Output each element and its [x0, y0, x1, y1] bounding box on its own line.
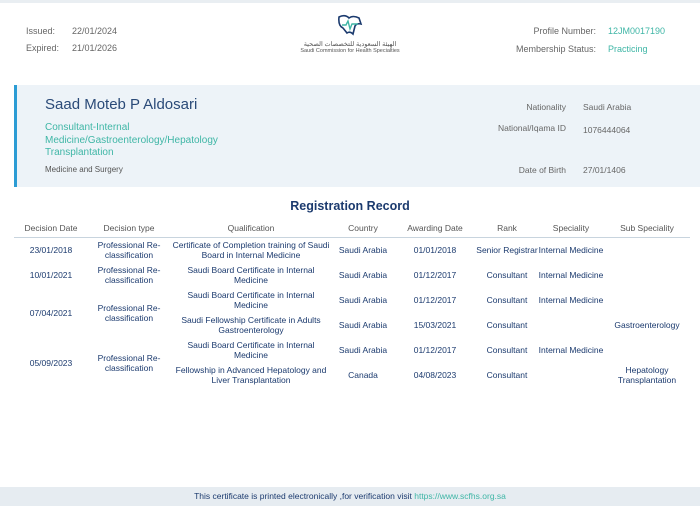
sub-speciality: Gastroenterology — [614, 320, 680, 330]
col-rank: Rank — [476, 219, 538, 238]
qualification: Saudi Board Certificate in Internal Medicine — [187, 265, 315, 285]
awarding-date: 01/12/2017 — [413, 345, 457, 355]
qualification: Saudi Board Certificate in Internal Medicine — [187, 340, 315, 360]
top-bar — [0, 0, 700, 3]
dob-value: 27/01/1406 — [583, 165, 626, 175]
logo-english-text: Saudi Commission for Health Specialties — [300, 48, 400, 54]
speciality — [538, 363, 604, 388]
membership-status-label: Membership Status: — [515, 44, 596, 54]
registration-title: Registration Record — [290, 199, 410, 213]
rank: Consultant — [486, 320, 528, 330]
col-speciality: Speciality — [538, 219, 604, 238]
profile-number-label: Profile Number: — [533, 26, 596, 36]
issued-label: Issued: — [26, 26, 56, 36]
country: Canada — [348, 370, 378, 380]
expired-label: Expired: — [26, 43, 60, 53]
practitioner-department: Medicine and Surgery — [45, 165, 123, 174]
issued-date: 22/01/2024 — [72, 26, 118, 36]
decision-date: 23/01/2018 — [29, 245, 73, 256]
speciality: Internal Medicine — [538, 295, 604, 305]
rank: Consultant — [486, 295, 528, 305]
table-row — [14, 263, 690, 288]
table-row — [14, 238, 690, 263]
membership-status: Practicing — [608, 44, 648, 54]
decision-type: Professional Re-classification — [97, 302, 161, 323]
profile-card — [14, 85, 700, 187]
col-sub-speciality: Sub Speciality — [604, 219, 690, 238]
speciality — [538, 313, 604, 338]
decision-type: Professional Re-classification — [97, 352, 161, 373]
dob-label: Date of Birth — [518, 165, 566, 175]
practitioner-name: Saad Moteb P Aldosari — [45, 96, 198, 113]
sub-speciality — [604, 288, 690, 313]
expired-date: 21/01/2026 — [72, 43, 118, 53]
table-row — [14, 338, 690, 363]
decision-date: 05/09/2023 — [29, 357, 73, 368]
col-qualification: Qualification — [170, 219, 332, 238]
qualification: Fellowship in Advanced Hepatology and Liver Transplantation — [175, 365, 327, 385]
decision-type: Professional Re-classification — [97, 265, 161, 285]
col-decision-type: Decision type — [88, 219, 170, 238]
decision-date: 10/01/2021 — [29, 270, 73, 280]
nationality-value: Saudi Arabia — [583, 102, 632, 112]
decision-type: Professional Re-classification — [97, 240, 161, 261]
id-label: National/Iqama ID — [497, 123, 566, 133]
table-row — [14, 288, 690, 313]
rank: Consultant — [486, 370, 528, 380]
sub-speciality — [604, 338, 690, 363]
logo-arabic-text: الهيئة السعودية للتخصصات الصحية — [303, 41, 397, 48]
verification-footer — [0, 487, 700, 506]
qualification: Certificate of Completion training of Saudi Board in Internal Medicine — [172, 240, 330, 261]
col-decision-date: Decision Date — [14, 219, 88, 238]
membership-info — [516, 26, 678, 62]
registration-table — [14, 219, 690, 388]
sub-speciality — [604, 263, 690, 288]
speciality: Internal Medicine — [538, 345, 604, 355]
col-awarding-date: Awarding Date — [394, 219, 476, 238]
awarding-date: 04/08/2023 — [413, 370, 457, 380]
country: Saudi Arabia — [338, 270, 388, 280]
nationality-label: Nationality — [526, 102, 566, 112]
col-country: Country — [332, 219, 394, 238]
sub-speciality: Hepatology Transplantation — [617, 365, 677, 385]
awarding-date: 01/01/2018 — [413, 245, 457, 256]
country: Saudi Arabia — [338, 345, 388, 355]
footer-text: This certificate is printed electronically ,for verification visit — [194, 491, 415, 501]
verification-link[interactable]: https://www.scfhs.org.sa — [414, 491, 506, 501]
qualification: Saudi Fellowship Certificate in Adults Gastroenterology — [181, 315, 321, 335]
sub-speciality — [604, 238, 690, 263]
practitioner-specialty: Consultant-Internal Medicine/Gastroenterology/Hepatology Transplantation — [45, 122, 218, 158]
id-value: 1076444064 — [583, 125, 631, 135]
awarding-date: 01/12/2017 — [413, 295, 457, 305]
country: Saudi Arabia — [338, 320, 388, 330]
speciality: Internal Medicine — [538, 245, 604, 256]
awarding-date: 15/03/2021 — [413, 320, 457, 330]
scfhs-logo-icon — [335, 14, 365, 38]
validity-dates — [26, 26, 117, 60]
rank: Senior Registrar — [476, 245, 538, 256]
profile-number: 12JM0017190 — [608, 26, 666, 36]
country: Saudi Arabia — [338, 245, 388, 256]
scfhs-logo — [270, 14, 430, 54]
speciality: Internal Medicine — [538, 270, 604, 280]
table-header-row — [14, 219, 690, 238]
rank: Consultant — [486, 345, 528, 355]
decision-date: 07/04/2021 — [29, 307, 73, 318]
awarding-date: 01/12/2017 — [413, 270, 457, 280]
qualification: Saudi Board Certificate in Internal Medicine — [187, 290, 315, 310]
country: Saudi Arabia — [338, 295, 388, 305]
rank: Consultant — [486, 270, 528, 280]
